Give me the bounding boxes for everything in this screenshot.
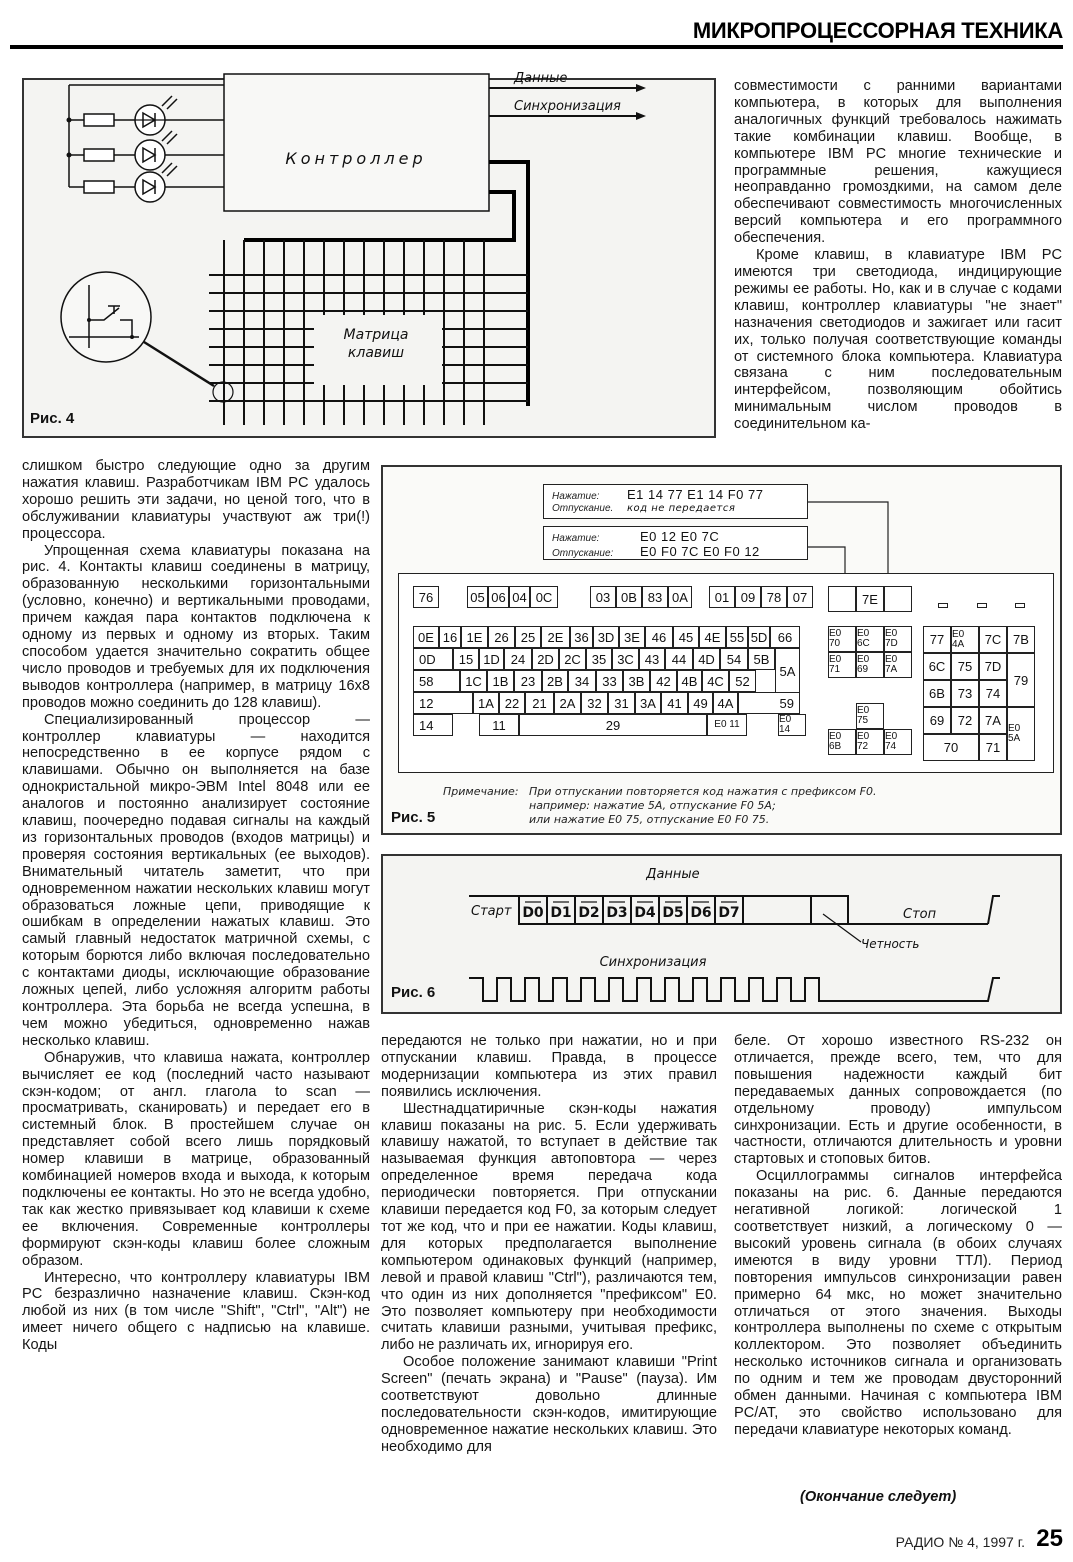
page-number: 25 [1036, 1525, 1063, 1552]
key: 36 [570, 626, 593, 648]
text-column-left: слишком быстро следующие одно за другим нажатия клавиш. Разработчикам IBM PC удалось хорошо решить эти задачи, но ценой того, что в обслуживании клавиатуры участвуют аж три(!) процессора. Упрощенная схема клавиатуры показана на рис. 4. Контакты клавиш соединены в матрицу, образованную несколькими горизонтальными (условно, конечно) и вертикальными проводами, причем каждая пара контактов подключена к одному из первых и одному из вторых. Таким способом удается значительно сократить общее число проводов и требуемых для их подключения выводов контроллера (например, в матрицу 16х8 проводов можно соединить до 128 клавиш). Специализированный процессор — контроллер клавиатуры — находится непосредственно в ее корпусе рядом с клавишами. Обычно он выполняется на базе однокристальной микро-ЭВМ Intel 8048 или ее аналогов и постоянно анализирует состояние клавиш, поочередно подавая сигналы на каждый из горизонтальных проводов (входов матрицы) и проверяя состояния вертикальных (ее выходов). Внимательный читатель заметит, что при одновременном нажатии нескольких клавиш могут образоваться ложные цепи, приводящие к ошибкам в определении нажатых клавиш. Это самый главный недостаток матричной схемы, с которым борются либо включая последовательно с контактами диоды, исключающие образование ложных цепей, либо усложняя алгоритм работы контроллера. Эта борьба не всегда успешна, в чем можно убедиться, одновременно нажав несколько клавиш. Обнаружив, что клавиша нажата, контроллер вычисляет ее код (последний часто называют скэн-кодом; от англ. глагола to scan — просматривать, сканировать) и передает его в системный блок. В простейшем случае он представляет собой всего лишь порядковый номер клавиши в матрице, образованный комбинацией номеров входа и выхода, к которым подключены ее контакты. Но это не всегда удобно, так как жестко привязывает код клавиши к схеме ее включения. Современные контроллеры формируют скэн-коды клавиш более сложным образом. Интересно, что контроллеру клавиатуры IBM PC безразлично назначение клавиш. Скэн-код любой из них (в том числе "Shift", "Ctrl", "Alt") не имеет ничего общего с надписью на клавише. Коды [22, 458, 370, 1354]
key: 43 [639, 648, 665, 670]
key: 4B [677, 670, 702, 692]
svg-text:D5: D5 [662, 905, 684, 921]
key-num-4: 6B [923, 680, 951, 707]
key: 3A [635, 692, 661, 714]
key: 2D [532, 648, 559, 670]
svg-text:D0: D0 [522, 905, 544, 921]
key-left-shift: 12 [413, 692, 473, 714]
key-num-6: 74 [979, 680, 1007, 707]
key: 3C [612, 648, 639, 670]
key-pause [884, 586, 912, 612]
led-row-2 [67, 131, 225, 170]
led-row-1 [67, 96, 225, 135]
key: 23 [514, 670, 542, 692]
figure-5-note-line-1: При отпускании повторяется код нажатия с префиксом F0. [529, 785, 877, 798]
svg-text:D7: D7 [718, 905, 740, 921]
print-screen-callout: Нажатие: E0 12 E0 7C Отпускание: E0 F0 7C E0 F0 12 [543, 526, 808, 560]
key: 2B [542, 670, 568, 692]
svg-text:D2: D2 [578, 905, 600, 921]
key-num-1: 69 [923, 707, 951, 734]
key: 49 [688, 692, 713, 714]
key: 35 [586, 648, 612, 670]
key-f8: 0A [668, 586, 692, 608]
led-caps-lock [977, 603, 987, 608]
key: 4A [713, 692, 738, 714]
key-num-2: 72 [951, 707, 979, 734]
figure-5-label: Рис. 5 [391, 809, 436, 826]
key: 55 [726, 626, 748, 648]
key-f3: 04 [509, 586, 530, 608]
key-num-minus: 7B [1007, 626, 1035, 653]
svg-text:клавиш: клавиш [347, 345, 405, 361]
key-backspace: 66 [770, 626, 800, 648]
key: 25 [515, 626, 541, 648]
key-f12: 07 [787, 586, 813, 608]
key-f7: 83 [642, 586, 668, 608]
key: 3E [619, 626, 645, 648]
header-rule [10, 45, 1063, 49]
key: 16 [439, 626, 461, 648]
svg-text:D4: D4 [634, 905, 656, 921]
key: 22 [499, 692, 525, 714]
to-be-continued: (Окончание следует) [800, 1489, 957, 1505]
key: 33 [596, 670, 623, 692]
key: 5B [748, 648, 775, 670]
svg-text:Синхронизация: Синхронизация [514, 99, 621, 114]
figure-5 [381, 465, 1062, 835]
key-num-7: 6C [923, 653, 951, 680]
svg-text:Стоп: Стоп [903, 907, 937, 922]
key: 2C [559, 648, 586, 670]
key-num-5: 73 [951, 680, 979, 707]
key-delete: E0 71 [828, 652, 856, 678]
svg-text:Данные: Данные [514, 71, 568, 86]
key-contact-detail [61, 272, 151, 362]
key: 42 [650, 670, 677, 692]
keyboard-schematic-diagram [24, 71, 714, 436]
text-column-middle: передаются не только при нажатии, но и при отпускании клавиш. Правда, в процессе модернизации компьютера из этих правил появились исключения. Шестнадцатиричные скэн-коды нажатия клавиш показаны на рис. 5. Если удерживать клавишу нажатой, то вступает в действие так называемая функция автоповтора — через определенное время передача кода периодически повторяется. При отпускании клавиши передается код F0, за которым следует тот же код, что и при ее нажатии. Коды клавиш, для которых предполагается выполнение компьютером одинаковых функций (например, левой и правой клавиш "Ctrl"), различаются тем, что один из них дополняется "префиксом" E0. Это позволяет компьютеру при необходимости считать клавиши разными, учитывая префикс, либо не различать их, игнорируя его. Особое положение занимают клавиши "Print Screen" (печать экрана) и "Pause" (пауза). Им соответствуют довольно длинные последовательности скэн-кодов, имитирующие одновременное нажатие нескольких клавиш. Это необходимо для [381, 1033, 717, 1455]
key-num-multiply: 7C [979, 626, 1007, 653]
svg-text:D1: D1 [550, 905, 572, 921]
svg-text:Матрица: Матрица [343, 327, 409, 343]
key-enter-label: 5A [779, 663, 796, 679]
key-num-9: 7D [979, 653, 1007, 680]
text-column-right-top: совместимости с ранними вариантами компьютера, в которых для выполнения аналогичных функций требовалось нажимать такие комбинации клавиш. Вообще, в компьютере IBM PC многие технические и программные решения, кажущиеся неоправданно громоздкими, на самом деле обеспечивают совместимость многочисленных версий компьютера и его программного обеспечения. Кроме клавиш, в клавиатуре IBM PC имеются три светодиода, индицирующие режимы ее работы. Но, как и в случае с кодами клавиш, контроллер клавиатуры "не знает" назначения светодиодов и зажигает или гасит их, только получая соответствующие команды от системного блока компьютера. Клавиатура связана с ним последовательным интерфейсом, позволяющим обойтись минимальным числом проводов в соединительном ка- [734, 78, 1062, 433]
key-num-0: 70 [923, 734, 979, 761]
key: 4C [702, 670, 729, 692]
key: 31 [608, 692, 635, 714]
key-tab: 0D [413, 648, 453, 670]
figure-5-note-line-2: например: нажатие 5A, отпускание F0 5A; [529, 799, 776, 812]
key-f6: 0B [616, 586, 642, 608]
key: 46 [645, 626, 673, 648]
key-num-8: 75 [951, 653, 979, 680]
key-arrow-down: E0 72 [856, 729, 884, 755]
key: 5D [748, 626, 770, 648]
key: 2A [554, 692, 581, 714]
figure-5-note-label: Примечание: [443, 785, 519, 798]
key-scroll-lock: 7E [856, 586, 884, 612]
key-insert: E0 70 [828, 626, 856, 652]
key-end: E0 69 [856, 652, 884, 678]
figure-4-label: Рис. 4 [30, 410, 75, 427]
svg-text:D3: D3 [606, 905, 628, 921]
key-f9: 01 [709, 586, 735, 608]
timing-diagram [383, 856, 1060, 1012]
magazine-issue: РАДИО № 4, 1997 г. [895, 1534, 1025, 1550]
svg-text:D6: D6 [690, 905, 712, 921]
key: 21 [525, 692, 554, 714]
key: 1A [473, 692, 499, 714]
key-num-3: 7A [979, 707, 1007, 734]
key: 3B [623, 670, 650, 692]
key: 0E [413, 626, 439, 648]
key: 32 [581, 692, 608, 714]
key: 54 [720, 648, 748, 670]
pause-key-callout: Нажатие: E1 14 77 E1 14 F0 77 Отпускание. код не передается [543, 484, 808, 519]
key: 15 [453, 648, 479, 670]
key-page-down: E0 7A [884, 652, 912, 678]
key: 1B [487, 670, 514, 692]
figure-5-note-line-3: или нажатие E0 75, отпускание E0 F0 75. [529, 813, 770, 826]
key: 1E [461, 626, 488, 648]
key-num-plus: 79 [1007, 653, 1035, 707]
key: 41 [661, 692, 688, 714]
key-num-dot: 71 [979, 734, 1007, 761]
key-caps-lock: 58 [413, 670, 460, 692]
key: 26 [488, 626, 515, 648]
controller-label: Контроллер [285, 149, 427, 168]
key: 34 [568, 670, 596, 692]
key-page-up: E0 7D [884, 626, 912, 652]
key-right-alt: E0 11 [707, 714, 747, 736]
key-f2: 06 [488, 586, 509, 608]
svg-text:Старт: Старт [471, 904, 512, 919]
controller-block [224, 74, 489, 211]
key-right-shift: 59 [738, 692, 800, 714]
key-f1: 05 [467, 586, 488, 608]
key: 45 [673, 626, 699, 648]
key-esc: 76 [413, 586, 439, 608]
led-num-lock [938, 603, 948, 608]
figure-6-label: Рис. 6 [391, 984, 436, 1001]
key: 2E [541, 626, 570, 648]
key: 4D [693, 648, 720, 670]
key-num-enter: E0 5A [1007, 707, 1035, 761]
key-left-ctrl: 14 [413, 714, 453, 736]
key: 3D [593, 626, 619, 648]
key-home: E0 6C [856, 626, 884, 652]
key: 4E [699, 626, 726, 648]
key-arrow-up: E0 75 [856, 703, 884, 729]
key-f4: 0C [530, 586, 558, 608]
figure-4 [22, 71, 716, 438]
figure-6 [381, 854, 1062, 1014]
key-space: 29 [519, 714, 707, 736]
key: 52 [729, 670, 756, 692]
key-num-divide: E0 4A [951, 626, 979, 653]
key-f11: 78 [761, 586, 787, 608]
key: 1C [460, 670, 487, 692]
key-left-alt: 11 [479, 714, 519, 736]
led-scroll-lock [1015, 603, 1025, 608]
svg-text:Синхронизация: Синхронизация [599, 955, 707, 970]
svg-text:Четность: Четность [861, 937, 920, 951]
sync-waveform [469, 978, 1000, 1001]
key-f10: 09 [735, 586, 761, 608]
key-num-lock: 77 [923, 626, 951, 653]
key-arrow-left: E0 6B [828, 729, 856, 755]
svg-text:Данные: Данные [646, 867, 700, 882]
key: 24 [504, 648, 532, 670]
key-right-ctrl: E0 14 [778, 714, 806, 736]
key-f5: 03 [590, 586, 616, 608]
key-arrow-right: E0 74 [884, 729, 912, 755]
key: 1D [479, 648, 504, 670]
text-column-right-bottom: беле. От хорошо известного RS-232 он отличается, прежде всего, тем, что для повышения надежности каждый бит передаваемых данных сопровождается (по отдельному проводу) импульсом синхронизации. Есть и другие особенности, в частности, отличаются длительность и уровни стартовых и стоповых битов. Осциллограммы сигналов интерфейса показаны на рис. 6. Данные передаются негативной логикой: логической 1 соответствует низкий, а логическому 0 — высокий уровень сигнала (в обоих случаях имеются в виду уровни ТТЛ). Период повторения импульсов синхронизации равен примерно 64 мкс, но может значительно отличаться от этого значения. Выходы контроллера выполнены по схеме с открытым коллектором. Это позволяет объединить несколько источников сигнала и организовать по одним и тем же проводам двусторонний обмен данными. Начиная с компьютера IBM PC/AT, это свойство использовано для передачи клавиатуре некоторых команд. [734, 1033, 1062, 1438]
key-print-screen [828, 586, 856, 612]
section-title: МИКРОПРОЦЕССОРНАЯ ТЕХНИКА [692, 18, 1063, 43]
key: 44 [665, 648, 693, 670]
